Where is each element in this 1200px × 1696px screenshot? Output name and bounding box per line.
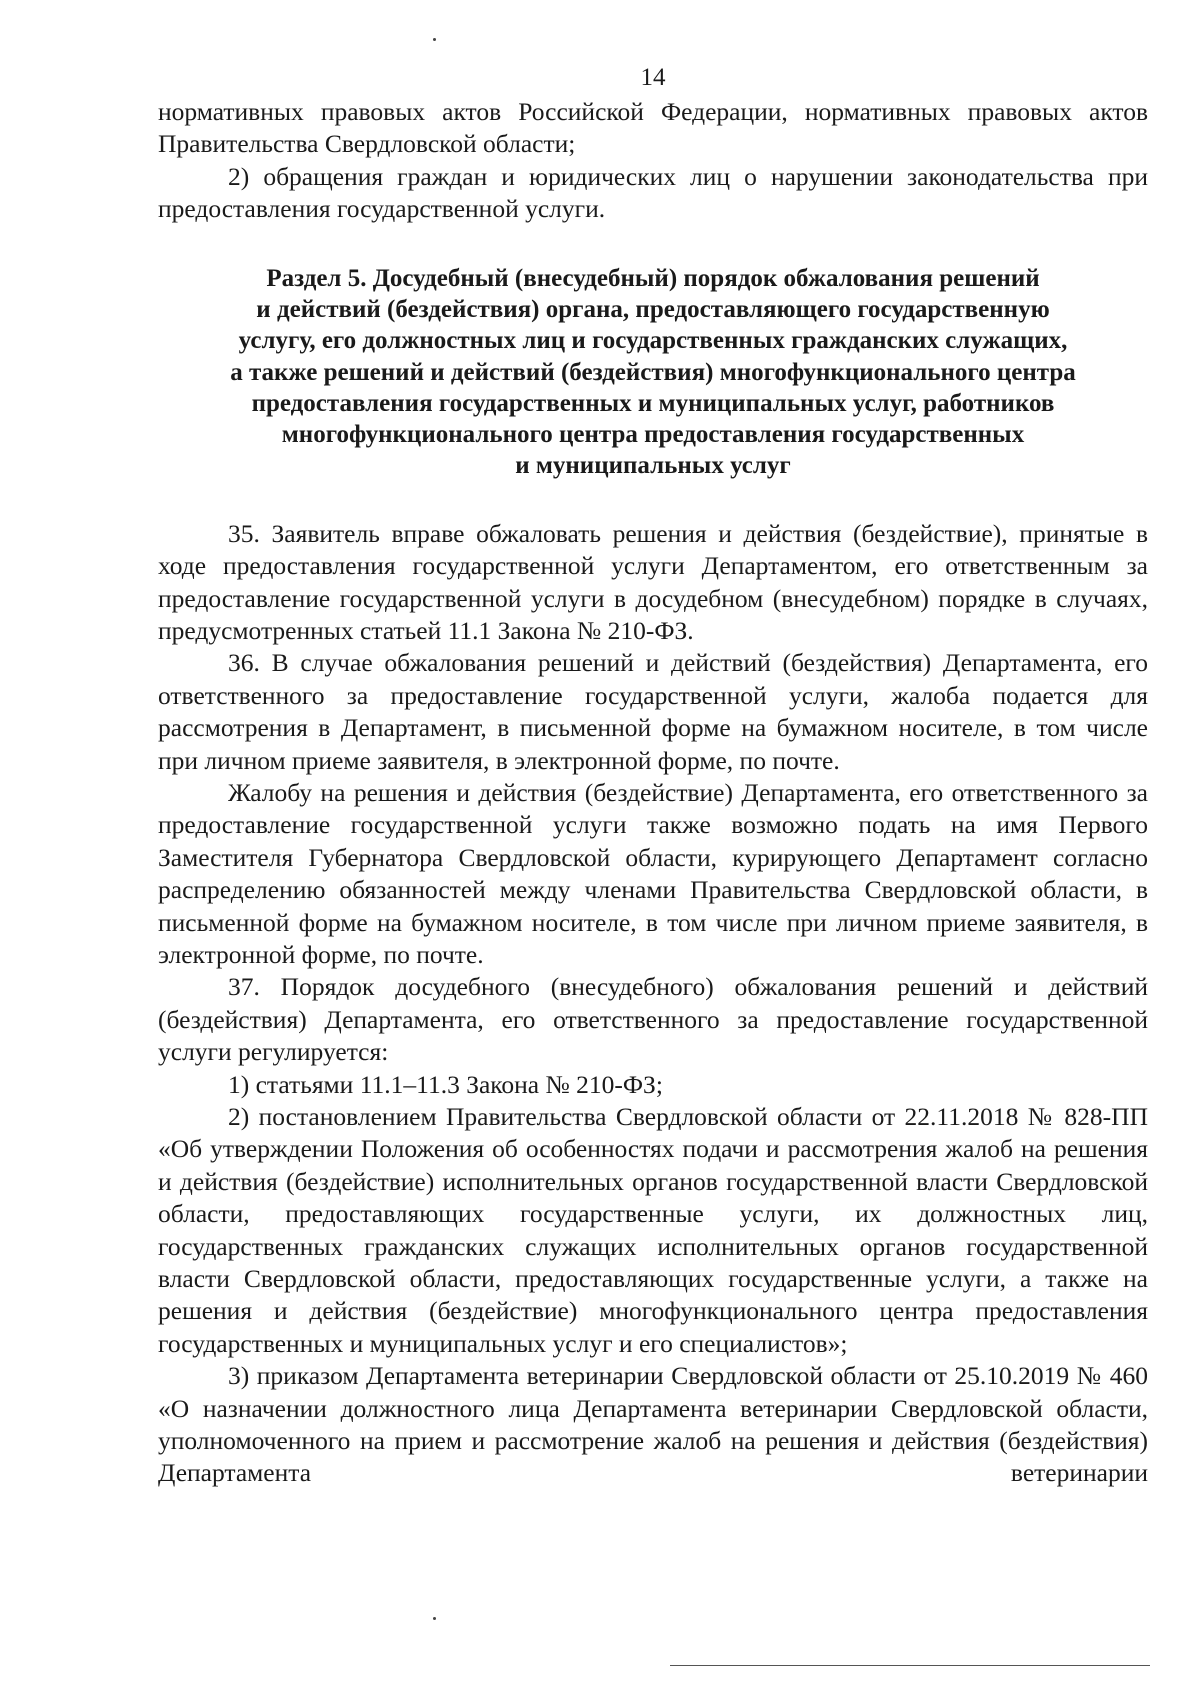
heading-line: многофункционального центра предоставления государственных [281,421,1025,449]
section-heading [158,263,1148,482]
page-number: 14 [640,64,666,91]
paragraph-legal-acts: нормативных правовых актов Российской Федерации, нормативных правовых актов Правительства Свердловской области; [158,97,1148,159]
paragraph-35: 35. Заявитель вправе обжаловать решения и действия (бездействие), принятые в ходе предоставления государственной услуги Департаментом, его ответственным за предоставление государственной услуги в досудебном (внесудебном) порядке в случаях, предусмотренных статьей 11.1 Закона № 210-ФЗ. [158,518,1148,645]
heading-line: а также решений и действий (бездействия) многофункционального центра [230,358,1076,386]
heading-line: предоставления государственных и муниципальных услуг, работников [251,389,1055,417]
scan-speck-top [433,38,436,41]
list-item-3: 3) приказом Департамента ветеринарии Свердловской области от 25.10.2019 № 460 «О назначении должностного лица Департамента ветеринарии Свердловской области, уполномоченного на прием и рассмотрение жалоб на решения и действия (бездействия) Департамента ветеринарии [158,1361,1148,1488]
paragraph-37: 37. Порядок досудебного (внесудебного) обжалования решений и действий (бездействия) Департамента, его ответственного за предоставление государственной услуги регулируется: [158,972,1148,1067]
heading-line: Раздел 5. Досудебный (внесудебный) порядок обжалования решений [266,264,1040,292]
heading-line: услугу, его должностных лиц и государственных гражданских служащих, [238,327,1068,355]
heading-line: и действий (бездействия) органа, предоставляющего государственную [256,295,1050,323]
list-item-2: 2) постановлением Правительства Свердловской области от 22.11.2018 № 828-ПП «Об утверждении Положения об особенностях подачи и рассмотрения жалоб на решения и действия (бездействие) исполнительных органов государственной власти Свердловской области, предоставляющих государственные услуги, их должностных лиц, государственных гражданских служащих исполнительных органов государственной власти Свердловской области, предоставляющих государственные услуги, а также на решения и действия (бездействие) многофункционального центра предоставления государственных и муниципальных услуг и его специалистов»; [158,1102,1148,1358]
paragraph-complaint-governor: Жалобу на решения и действия (бездействие) Департамента, его ответственного за предоставление государственной услуги также возможно подать на имя Первого Заместителя Губернатора Свердловской области, курирующего Департамент согласно распределению обязанностей между членами Правительства Свердловской области, в письменной форме на бумажном носителе, в том числе при личном приеме заявителя, в электронной форме, по почте. [158,777,1148,969]
heading-line: и муниципальных услуг [515,452,791,480]
scan-speck-bottom [433,1617,436,1620]
footer-rule [670,1665,1150,1666]
paragraph-citizen-appeals: 2) обращения граждан и юридических лиц о нарушении законодательства при предоставления государственной услуги. [158,161,1148,224]
paragraph-36: 36. В случае обжалования решений и действий (бездействия) Департамента, его ответственного за предоставление государственной услуги, жалоба подается для рассмотрения в Департамент, в письменной форме на бумажном носителе, в том числе при личном приеме заявителя, в электронной форме, по почте. [158,648,1148,775]
list-item-1: 1) статьями 11.1–11.3 Закона № 210-ФЗ; [228,1069,663,1099]
document-page [158,60,1148,1490]
